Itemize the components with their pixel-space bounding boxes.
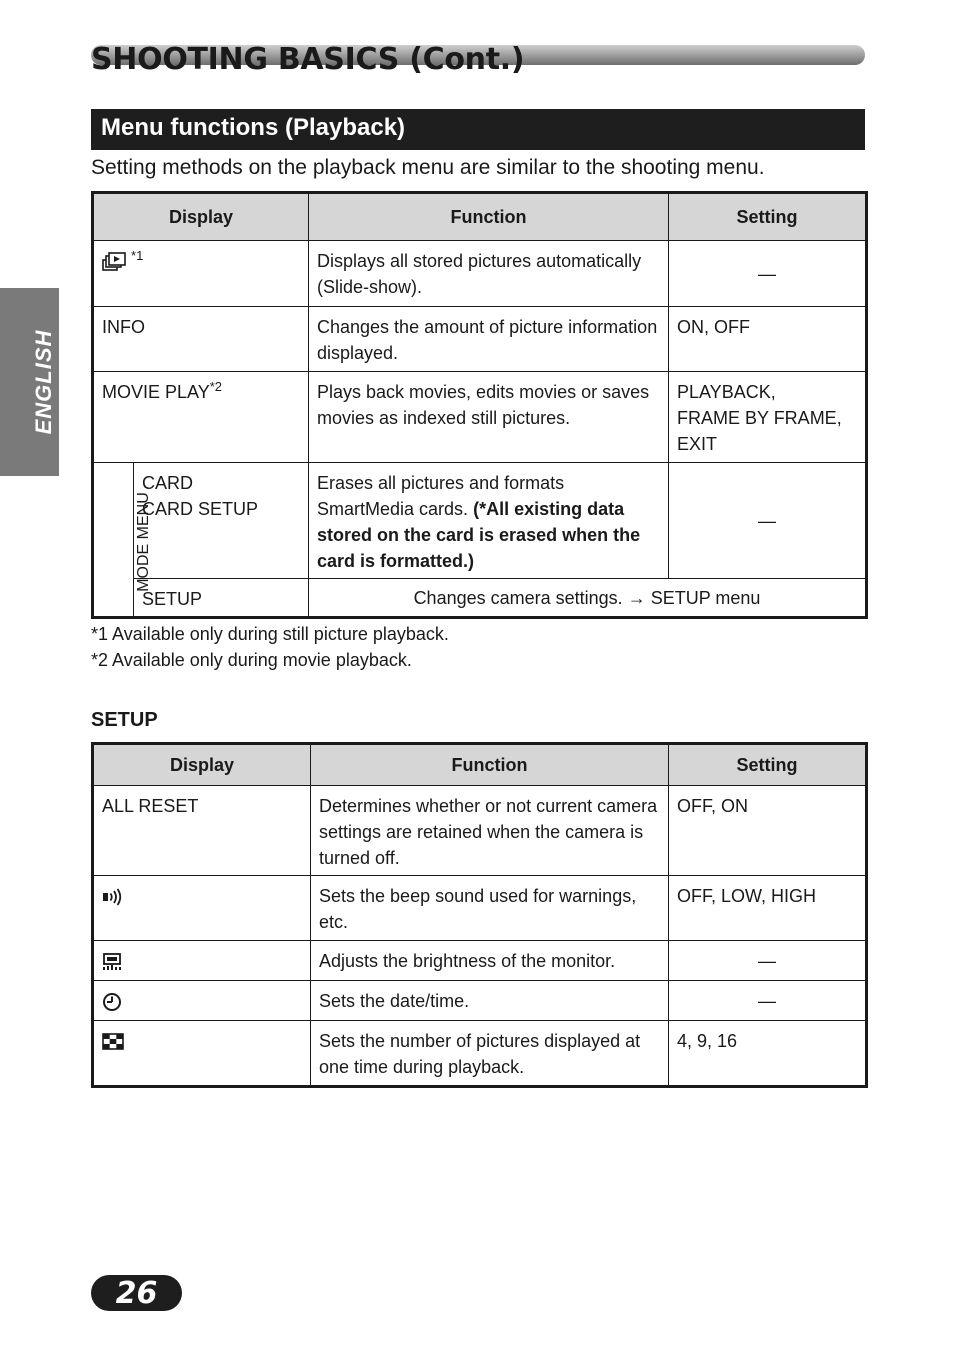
setup-heading: SETUP <box>91 709 158 731</box>
header-function: Function <box>311 744 669 786</box>
header-display: Display <box>93 193 309 241</box>
display-cell <box>93 241 309 307</box>
clock-icon <box>102 991 124 1011</box>
setting-cell: — <box>669 941 867 981</box>
function-cell: Sets the number of pictures displayed at one time during playback. <box>311 1021 669 1087</box>
table-header-row <box>93 193 867 241</box>
function-cell: Sets the beep sound used for warnings, etc. <box>311 876 669 941</box>
setting-line: PLAYBACK, <box>677 382 776 402</box>
setting-cell: ON, OFF <box>669 307 867 372</box>
header-setting: Setting <box>669 744 867 786</box>
display-cell <box>134 463 309 579</box>
mode-menu-cell <box>93 463 152 618</box>
table-row <box>93 241 867 307</box>
function-cell <box>309 579 867 618</box>
function-cell: Determines whether or not current camera settings are retained when the camera is turned off. <box>311 786 669 876</box>
arrow-right-icon: → <box>627 587 646 608</box>
display-line: CARD <box>142 473 194 493</box>
setting-line: EXIT <box>677 434 718 454</box>
display-text: MOVIE PLAY <box>102 382 210 402</box>
function-cell: Sets the date/time. <box>311 981 669 1021</box>
function-cell <box>309 463 669 579</box>
function-cell: Changes the amount of picture information displayed. <box>309 307 669 372</box>
playback-menu-table <box>91 191 868 619</box>
footnote-2: *2 Available only during movie playback. <box>91 650 412 670</box>
function-cell: Adjusts the brightness of the monitor. <box>311 941 669 981</box>
page-number: 26 <box>115 1276 158 1311</box>
setting-cell: — <box>669 981 867 1021</box>
setting-cell: OFF, ON <box>669 786 867 876</box>
setting-line: FRAME BY FRAME, <box>677 408 842 428</box>
function-cell: Displays all stored pictures automatically (Slide-show). <box>309 241 669 307</box>
function-suffix: SETUP menu <box>650 587 761 608</box>
page-title: SHOOTING BASICS (Cont.) <box>91 42 525 77</box>
table-row <box>93 372 867 463</box>
header-function: Function <box>309 193 669 241</box>
display-cell <box>93 372 309 463</box>
header-setting: Setting <box>669 193 867 241</box>
display-cell <box>93 981 311 1021</box>
footnote-ref: *1 <box>131 248 144 263</box>
table-header-row <box>93 744 867 786</box>
display-cell <box>93 941 311 981</box>
setting-cell <box>669 372 867 463</box>
page-number-badge <box>91 1275 182 1311</box>
language-side-tab-label: ENGLISH <box>31 329 56 435</box>
function-text: Erases all pictures and formats SmartMedia cards. <box>317 473 565 519</box>
table-row <box>93 463 867 579</box>
setting-cell: — <box>669 241 867 307</box>
function-text: Changes camera settings. <box>413 587 623 608</box>
table-row <box>93 981 867 1021</box>
setting-cell: 4, 9, 16 <box>669 1021 867 1087</box>
display-cell <box>93 876 311 941</box>
function-warning: (*All existing data stored on the card is erased when the card is formatted.) <box>317 499 641 571</box>
table-row <box>93 941 867 981</box>
table-row <box>93 786 867 876</box>
intro-text: Setting methods on the playback menu are similar to the shooting menu. <box>91 156 765 179</box>
function-cell: Plays back movies, edits movies or saves movies as indexed still pictures. <box>309 372 669 463</box>
setup-menu-table <box>91 742 868 1088</box>
footnote-ref: *2 <box>209 379 222 394</box>
header-display: Display <box>93 744 311 786</box>
table-row <box>93 307 867 372</box>
setting-cell: OFF, LOW, HIGH <box>669 876 867 941</box>
display-cell: INFO <box>93 307 309 372</box>
table-row <box>93 579 867 618</box>
table-row <box>93 1021 867 1087</box>
beep-sound-icon <box>102 886 124 906</box>
display-cell: ALL RESET <box>93 786 311 876</box>
footnote-1: *1 Available only during still picture playback. <box>91 624 449 644</box>
table-row <box>93 876 867 941</box>
display-cell: SETUP <box>134 579 309 618</box>
section-header-bar <box>91 109 865 150</box>
section-title: Menu functions (Playback) <box>101 114 406 141</box>
index-grid-icon <box>102 1031 124 1051</box>
mode-menu-label: MODE MENU <box>134 491 152 592</box>
setting-cell: — <box>669 463 867 579</box>
monitor-brightness-icon <box>102 951 124 971</box>
display-line: CARD SETUP <box>142 499 259 519</box>
slideshow-icon <box>102 251 131 271</box>
display-cell <box>93 1021 311 1087</box>
